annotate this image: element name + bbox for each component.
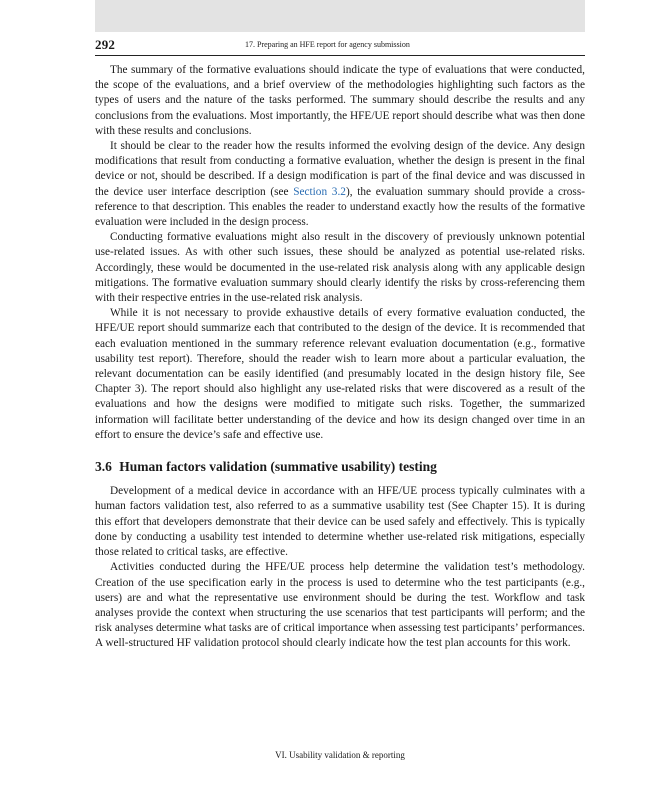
section-heading bbox=[95, 459, 585, 474]
body-text bbox=[95, 63, 585, 652]
page-header bbox=[95, 37, 585, 56]
paragraph: The summary of the formative evaluations should indicate the type of evaluations that were conducted, the scope of the evaluations, and a brief overview of the methodologies highlighting such factors as the types of users and the nature of the tasks performed. The summary should describe the results and any conclusions from the evaluations. Most importantly, the HFE/UE report should describe what was then done with these results and conclusions. bbox=[95, 64, 585, 137]
page-footer: VI. Usability validation & reporting bbox=[275, 750, 405, 760]
paragraph: While it is not necessary to provide exhaustive details of every formative evaluation conducted, the HFE/UE report should summarize each that contributed to the design of the device. It is recommended that each evaluation mentioned in the summary reference relevant evaluation documentation (e.g., formative usability test report). Therefore, should the reader wish to learn more about a particular evaluation, the relevant documentation can be easily identified (and presumably located in the design history file, See Chapter 3). The report should also highlight any use-related risks that were discovered as a result of the evaluations and how the designs were modified to mitigate such risks. Together, the summarized information will facilitate better understanding of the device and how its design changed over time in an effort to ensure the device’s safe and effective use. bbox=[95, 307, 585, 441]
page-number: 292 bbox=[95, 37, 116, 52]
top-gray-band bbox=[95, 0, 585, 32]
running-head: 17. Preparing an HFE report for agency submission bbox=[245, 40, 410, 49]
paragraph-text: It should be clear to the reader how the results informed the evolving design of the device. Any design modifications that result from conducting a formative evaluation, whether the design is present in the final device or not, should be described. If a design modification is part of the final device and was discussed in the device user interface description (see bbox=[95, 140, 585, 198]
section-number: 3.6 bbox=[95, 459, 112, 475]
paragraph-text: ), the evaluation summary should provide a cross-reference to that description. This enables the reader to understand exactly how the results of the formative evaluation were included in the design process. bbox=[95, 185, 585, 229]
paragraph-with-reference bbox=[95, 139, 585, 230]
paragraph: Development of a medical device in accordance with an HFE/UE process typically culminates with a human factors validation test, also referred to as a summative usability test (See Chapter 15). It is during this effort that developers demonstrate that their device can be used safely and effectively. This is typically done by conducting a usability test intended to determine whether use-related risk mitigations, especially those related to critical tasks, are effective. bbox=[95, 485, 585, 559]
paragraph: Activities conducted during the HFE/UE process help determine the validation test’s methodology. Creation of the use specification early in the process is used to determine who the test participants (e.g., users) are and what the representative use environment should be during the test. Workflow and task analyses provide the context when structuring the use scenarios that test participants will perform; and the risk analyses determine what tasks are of critical importance when assessing test participants’ performances. A well-structured HF validation protocol should clearly indicate how the test plan accounts for this work. bbox=[95, 561, 585, 650]
section-reference-link[interactable]: Section 3.2 bbox=[293, 185, 346, 198]
paragraph: Conducting formative evaluations might also result in the discovery of previously unknown potential use-related issues. As with other such issues, these should be analyzed as potential use-related risks. Accordingly, these would be documented in the use-related risk analysis along with any applicable design mitigations. The formative evaluation summary should clearly identify the risks by cross-referencing them with their respective entries in the use-related risk analysis. bbox=[95, 231, 585, 305]
section-title: Human factors validation (summative usability) testing bbox=[119, 459, 437, 475]
